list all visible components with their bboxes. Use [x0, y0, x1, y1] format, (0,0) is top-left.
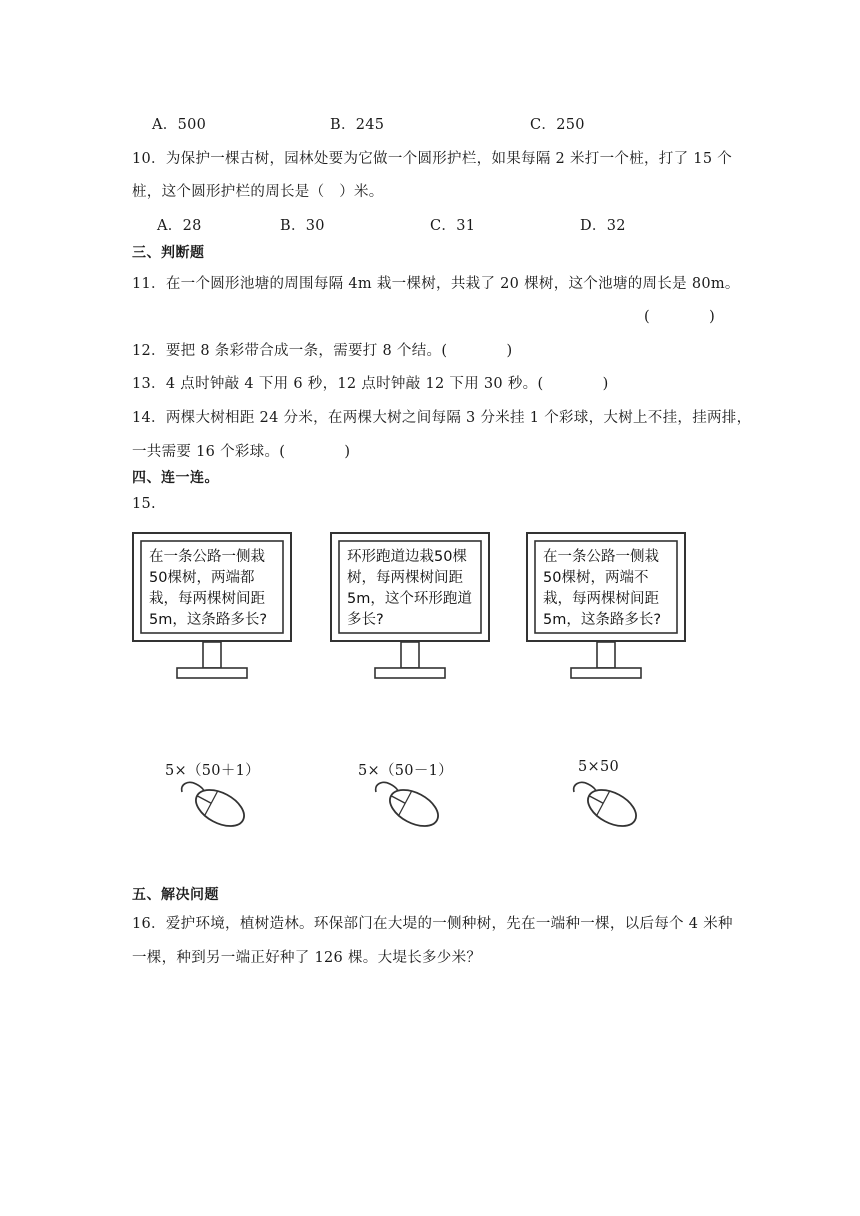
mouse-1-label: 5×（50＋1）: [165, 763, 260, 779]
q10-text-line2: 桩，这个圆形护栏的周长是（ ）米。: [132, 184, 384, 200]
q16-text-line2: 一棵，种到另一端正好种了 126 棵。大堤长多少米？: [132, 950, 482, 966]
q16-text-line1: 16．爱护环境，植树造林。环保部门在大堤的一侧种树，先在一端种一棵，以后每个 4 米种: [132, 916, 733, 932]
q10-text-line1: 10．为保护一棵古树，园林处要为它做一个圆形护栏，如果每隔 2 米打一个桩，打了 15 个: [132, 151, 733, 167]
q15-number: 15.: [132, 496, 156, 512]
section-title-matching: 四、连一连。: [132, 470, 219, 486]
monitor-3-text: 在一条公路一侧栽50棵树，两端不栽，每两棵树间距5m，这条路多长?: [543, 549, 662, 628]
q10-option-c: C．31: [430, 218, 476, 234]
mouse-icon: [372, 780, 452, 832]
q14-text-line2: 一共需要 16 个彩球。( ): [132, 444, 351, 460]
q12-text: 12．要把 8 条彩带合成一条，需要打 8 个结。( ): [132, 343, 513, 359]
section-title-problems: 五、解决问题: [132, 887, 219, 903]
monitor-2-text: 环形跑道边栽50棵树，每两棵树间距5m，这个环形跑道多长?: [347, 549, 472, 628]
q9-option-a: A．500: [152, 117, 207, 133]
mouse-3-label: 5×50: [578, 759, 620, 775]
q9-option-b: B．245: [330, 117, 385, 133]
q10-option-b: B．30: [280, 218, 325, 234]
q14-text-line1: 14．两棵大树相距 24 分米，在两棵大树之间每隔 3 分米挂 1 个彩球，大树上不挂，挂两排，: [132, 410, 752, 426]
q11-text: 11．在一个圆形池塘的周围每隔 4m 栽一棵树，共栽了 20 棵树，这个池塘的周长是 80m。: [132, 276, 740, 292]
q11-answer-blank[interactable]: ( ): [644, 309, 716, 325]
q10-option-a: A．28: [157, 218, 202, 234]
monitor-1-text: 在一条公路一侧栽50棵树，两端都栽，每两棵树间距5m，这条路多长?: [149, 549, 268, 628]
mouse-2-label: 5×（50－1）: [358, 763, 453, 779]
mouse-icon: [178, 780, 258, 832]
mouse-icon: [570, 780, 650, 832]
q13-text: 13．4 点时钟敲 4 下用 6 秒，12 点时钟敲 12 下用 30 秒。( ): [132, 376, 609, 392]
q9-option-c: C．250: [530, 117, 585, 133]
section-title-judgement: 三、判断题: [132, 245, 205, 261]
q10-option-d: D．32: [580, 218, 626, 234]
